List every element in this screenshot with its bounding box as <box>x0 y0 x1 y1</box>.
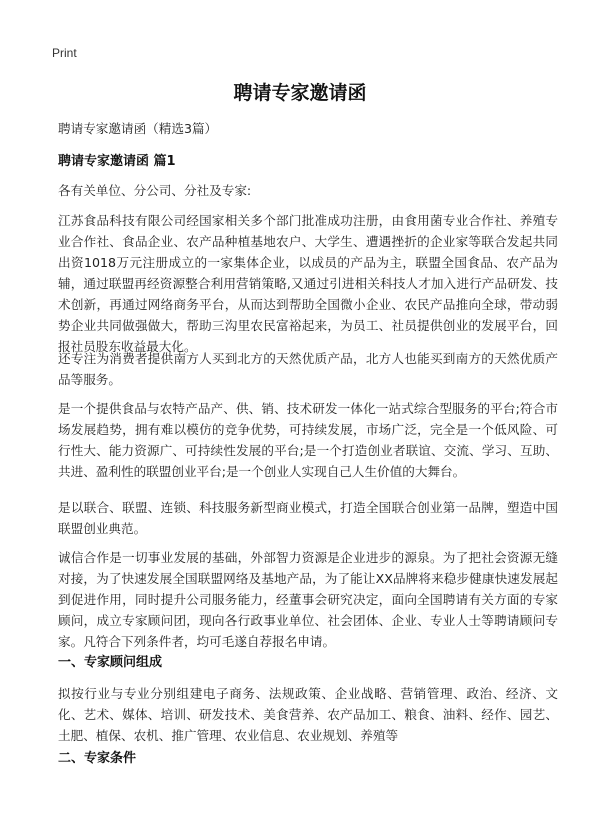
section-heading-article-1: 聘请专家邀请函 篇1 <box>58 154 176 169</box>
page-title: 聘请专家邀请函 <box>233 82 367 104</box>
document-subtitle: 聘请专家邀请函（精选3篇） <box>58 121 218 136</box>
section-heading-expert-composition: 一、专家顾问组成 <box>58 655 163 670</box>
print-link[interactable]: Print <box>52 46 77 60</box>
paragraph-expert-fields: 拟按行业与专业分别组建电子商务、法规政策、企业战略、营销管理、政治、经济、文化、艺术、媒体、培训、研发技术、美食营养、农产品加工、粮食、油料、经作、园艺、土肥、植保、农机、推广管理、农业信息、农业规划、养殖等 <box>58 686 558 743</box>
paragraph-recruitment-purpose: 诚信合作是一切事业发展的基础，外部智力资源是企业进步的源泉。为了把社会资源无缝对接，为了快速发展全国联盟网络及基地产品，为了能让XX品牌将来稳步健康快速发展起到促进作用，同时提升公司服务能力，经董事会研究决定，面向全国聘请有关方面的专家顾问，成立专家顾问团，现向各行政事业单位、社会团体、企业、专业人士等聘请顾问专家。凡符合下列条件者，均可毛遂自荐报名申请。 <box>58 550 558 649</box>
section-heading-expert-conditions: 二、专家条件 <box>58 751 137 766</box>
paragraph-company-intro: 江苏食品科技有限公司经国家相关多个部门批准成功注册，由食用菌专业合作社、养殖专业合作社、食品企业、农产品种植基地农户、大学生、遭遇挫折的企业家等联合发起共同出资1018万元注册成立的一家集体企业，以成员的产品为主，联盟全国食品、农产品为辅，通过联盟再经资源整合利用营销策略,又通过引进相关科技人才加入进行产品研发、技术创新，再通过网络商务平台，从而达到帮助全国微小企业、农民产品推向全球，带动弱势企业共同做强做大，帮助三沟里农民富裕起来，为员工、社员提供创业的发展平台，回报社员股东收益最大化。 <box>58 213 558 354</box>
paragraph-business-model: 是以联合、联盟、连锁、科技服务新型商业模式，打造全国联合创业第一品牌，塑造中国联盟创业典范。 <box>58 500 558 536</box>
greeting-line: 各有关单位、分公司、分社及专家: <box>58 183 252 198</box>
paragraph-service-focus: 还专注为消费者提供南方人买到北方的天然优质产品，北方人也能买到南方的天然优质产品等服务。 <box>58 351 558 387</box>
paragraph-platform-description: 是一个提供食品与农特产品产、供、销、技术研发一体化一站式综合型服务的平台;符合市场发展趋势，拥有难以模仿的竞争优势，可持续发展，市场广泛，完全是一个低风险、可行性大、能力资源广、可持续性发展的平台;是一个打造创业者联谊、交流、学习、互助、共进、盈利性的联盟创业平台;是一个创业人实现自己人生价值的大舞台。 <box>58 401 558 479</box>
